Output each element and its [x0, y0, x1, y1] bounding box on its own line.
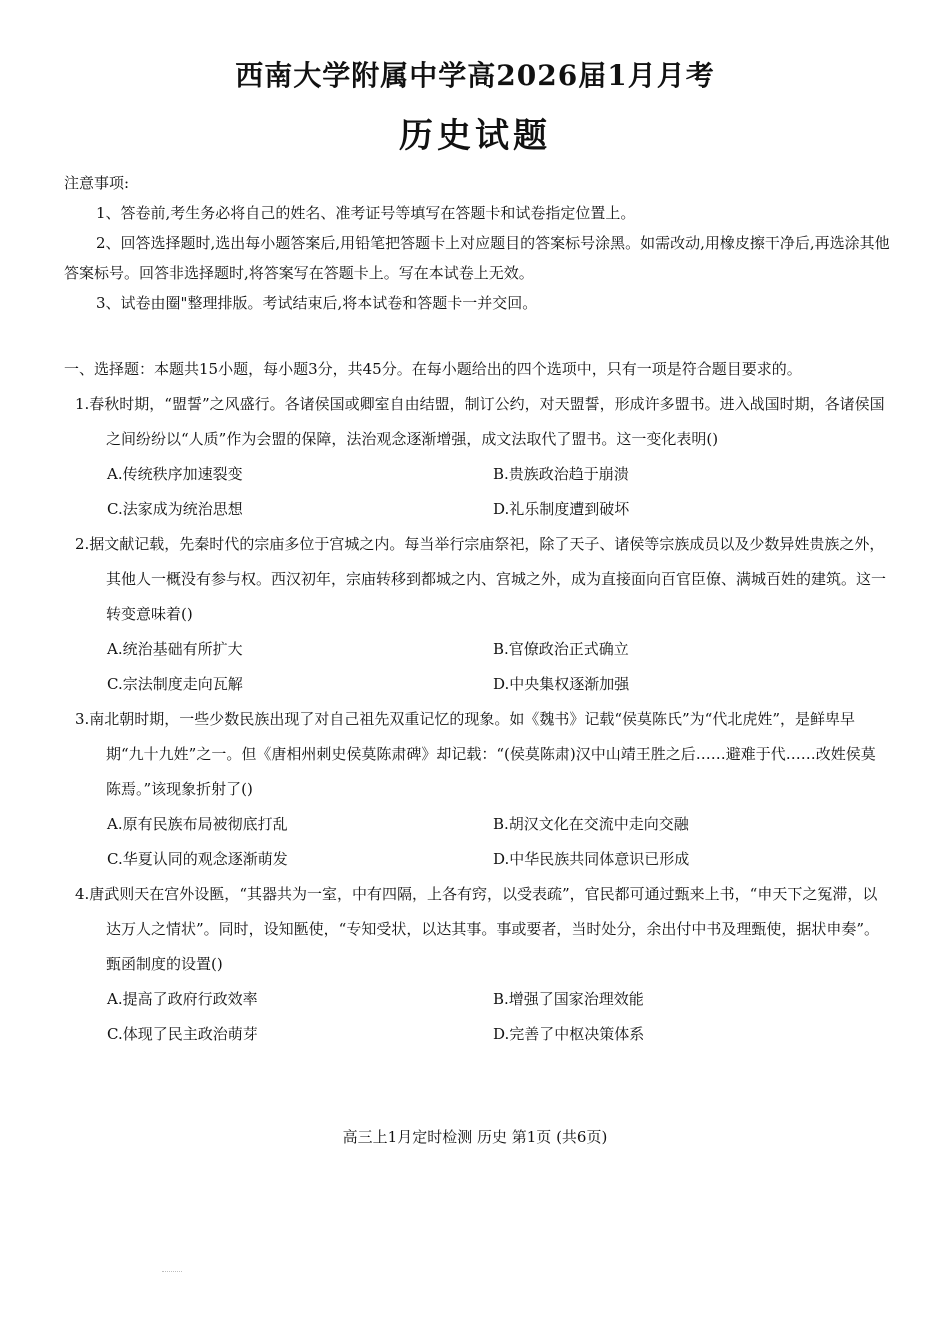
scan-artifact	[162, 1271, 182, 1273]
question-2	[64, 527, 890, 702]
notes-item: 2、回答选择题时,选出每小题答案后,用铅笔把答题卡上对应题目的答案标号涂黑。如需改动,用橡皮擦干净后,再选涂其他答案标号。回答非选择题时,将答案写在答题卡上。写在本试卷上无效。	[64, 234, 890, 282]
subject-title: 历史试题	[399, 116, 551, 156]
options	[64, 632, 890, 702]
notes-block	[64, 168, 890, 318]
options	[64, 982, 890, 1052]
option-a: A.提高了政府行政效率	[107, 990, 258, 1008]
option-b: B.胡汉文化在交流中走向交融	[493, 815, 689, 833]
option-c: C.体现了民主政治萌芽	[107, 1025, 258, 1043]
option-c: C.法家成为统治思想	[107, 500, 243, 518]
option-b: B.贵族政治趋于崩溃	[493, 465, 629, 483]
question-stem: 3.南北朝时期，一些少数民族出现了对自己祖先双重记忆的现象。如《魏书》记载“侯莫陈氏”为“代北虎姓”，是鲜卑早期“九十九姓”之一。但《唐相州刺史侯莫陈肃碑》却记载：“(侯莫陈肃)汉中山靖王胜之后……避难于代……改姓侯莫陈焉。”该现象折射了()	[75, 710, 876, 798]
option-a: A.原有民族布局被彻底打乱	[107, 815, 288, 833]
option-c: C.华夏认同的观念逐渐萌发	[107, 850, 288, 868]
notes-item: 1、答卷前,考生务必将自己的姓名、准考证号等填写在答题卡和试卷指定位置上。	[96, 204, 636, 222]
option-d: D.礼乐制度遭到破坏	[493, 500, 630, 518]
option-b: B.官僚政治正式确立	[493, 640, 629, 658]
options	[64, 457, 890, 527]
option-a: A.统治基础有所扩大	[107, 640, 243, 658]
page-footer: 高三上1月定时检测 历史 第1页 (共6页)	[342, 1128, 608, 1146]
options	[64, 807, 890, 877]
option-d: D.中央集权逐渐加强	[493, 675, 630, 693]
question-stem: 2.据文献记载，先秦时代的宗庙多位于宫城之内。每当举行宗庙祭祀，除了天子、诸侯等宗族成员以及少数异姓贵族之外，其他人一概没有参与权。西汉初年，宗庙转移到都城之内、宫城之外，成为直接面向百官臣僚、满城百姓的建筑。这一转变意味着()	[75, 535, 887, 623]
exam-title: 西南大学附属中学高2026届1月月考	[235, 59, 715, 92]
question-3	[64, 702, 890, 877]
notes-heading: 注意事项:	[64, 174, 130, 192]
question-1	[64, 387, 890, 527]
choice-section	[64, 352, 890, 1052]
option-d: D.中华民族共同体意识已形成	[493, 850, 690, 868]
option-a: A.传统秩序加速裂变	[107, 465, 243, 483]
option-d: D.完善了中枢决策体系	[493, 1025, 645, 1043]
question-4	[64, 877, 890, 1052]
question-stem: 1.春秋时期，“盟誓”之风盛行。各诸侯国或卿室自由结盟，制订公约，对天盟誓，形成许多盟书。进入战国时期，各诸侯国之间纷纷以“人质”作为会盟的保障，法治观念逐渐增强，成文法取代了盟书。这一变化表明()	[75, 395, 885, 448]
notes-item: 3、试卷由圈"整理排版。考试结束后,将本试卷和答题卡一并交回。	[96, 294, 538, 312]
section-heading: 一、选择题：本题共15小题，每小题3分，共45分。在每小题给出的四个选项中，只有一项是符合题目要求的。	[64, 360, 802, 378]
question-stem: 4.唐武则天在宫外设匦，“其器共为一室，中有四隔，上各有窍，以受表疏”，官民都可通过甄来上书，“申天下之冤滞，以达万人之情状”。同时，设知匦使，“专知受状，以达其事。事或要者，当时处分，余出付中书及理甄使，据状申奏”。甄函制度的设置()	[75, 885, 880, 973]
option-c: C.宗法制度走向瓦解	[107, 675, 243, 693]
option-b: B.增强了国家治理效能	[493, 990, 644, 1008]
